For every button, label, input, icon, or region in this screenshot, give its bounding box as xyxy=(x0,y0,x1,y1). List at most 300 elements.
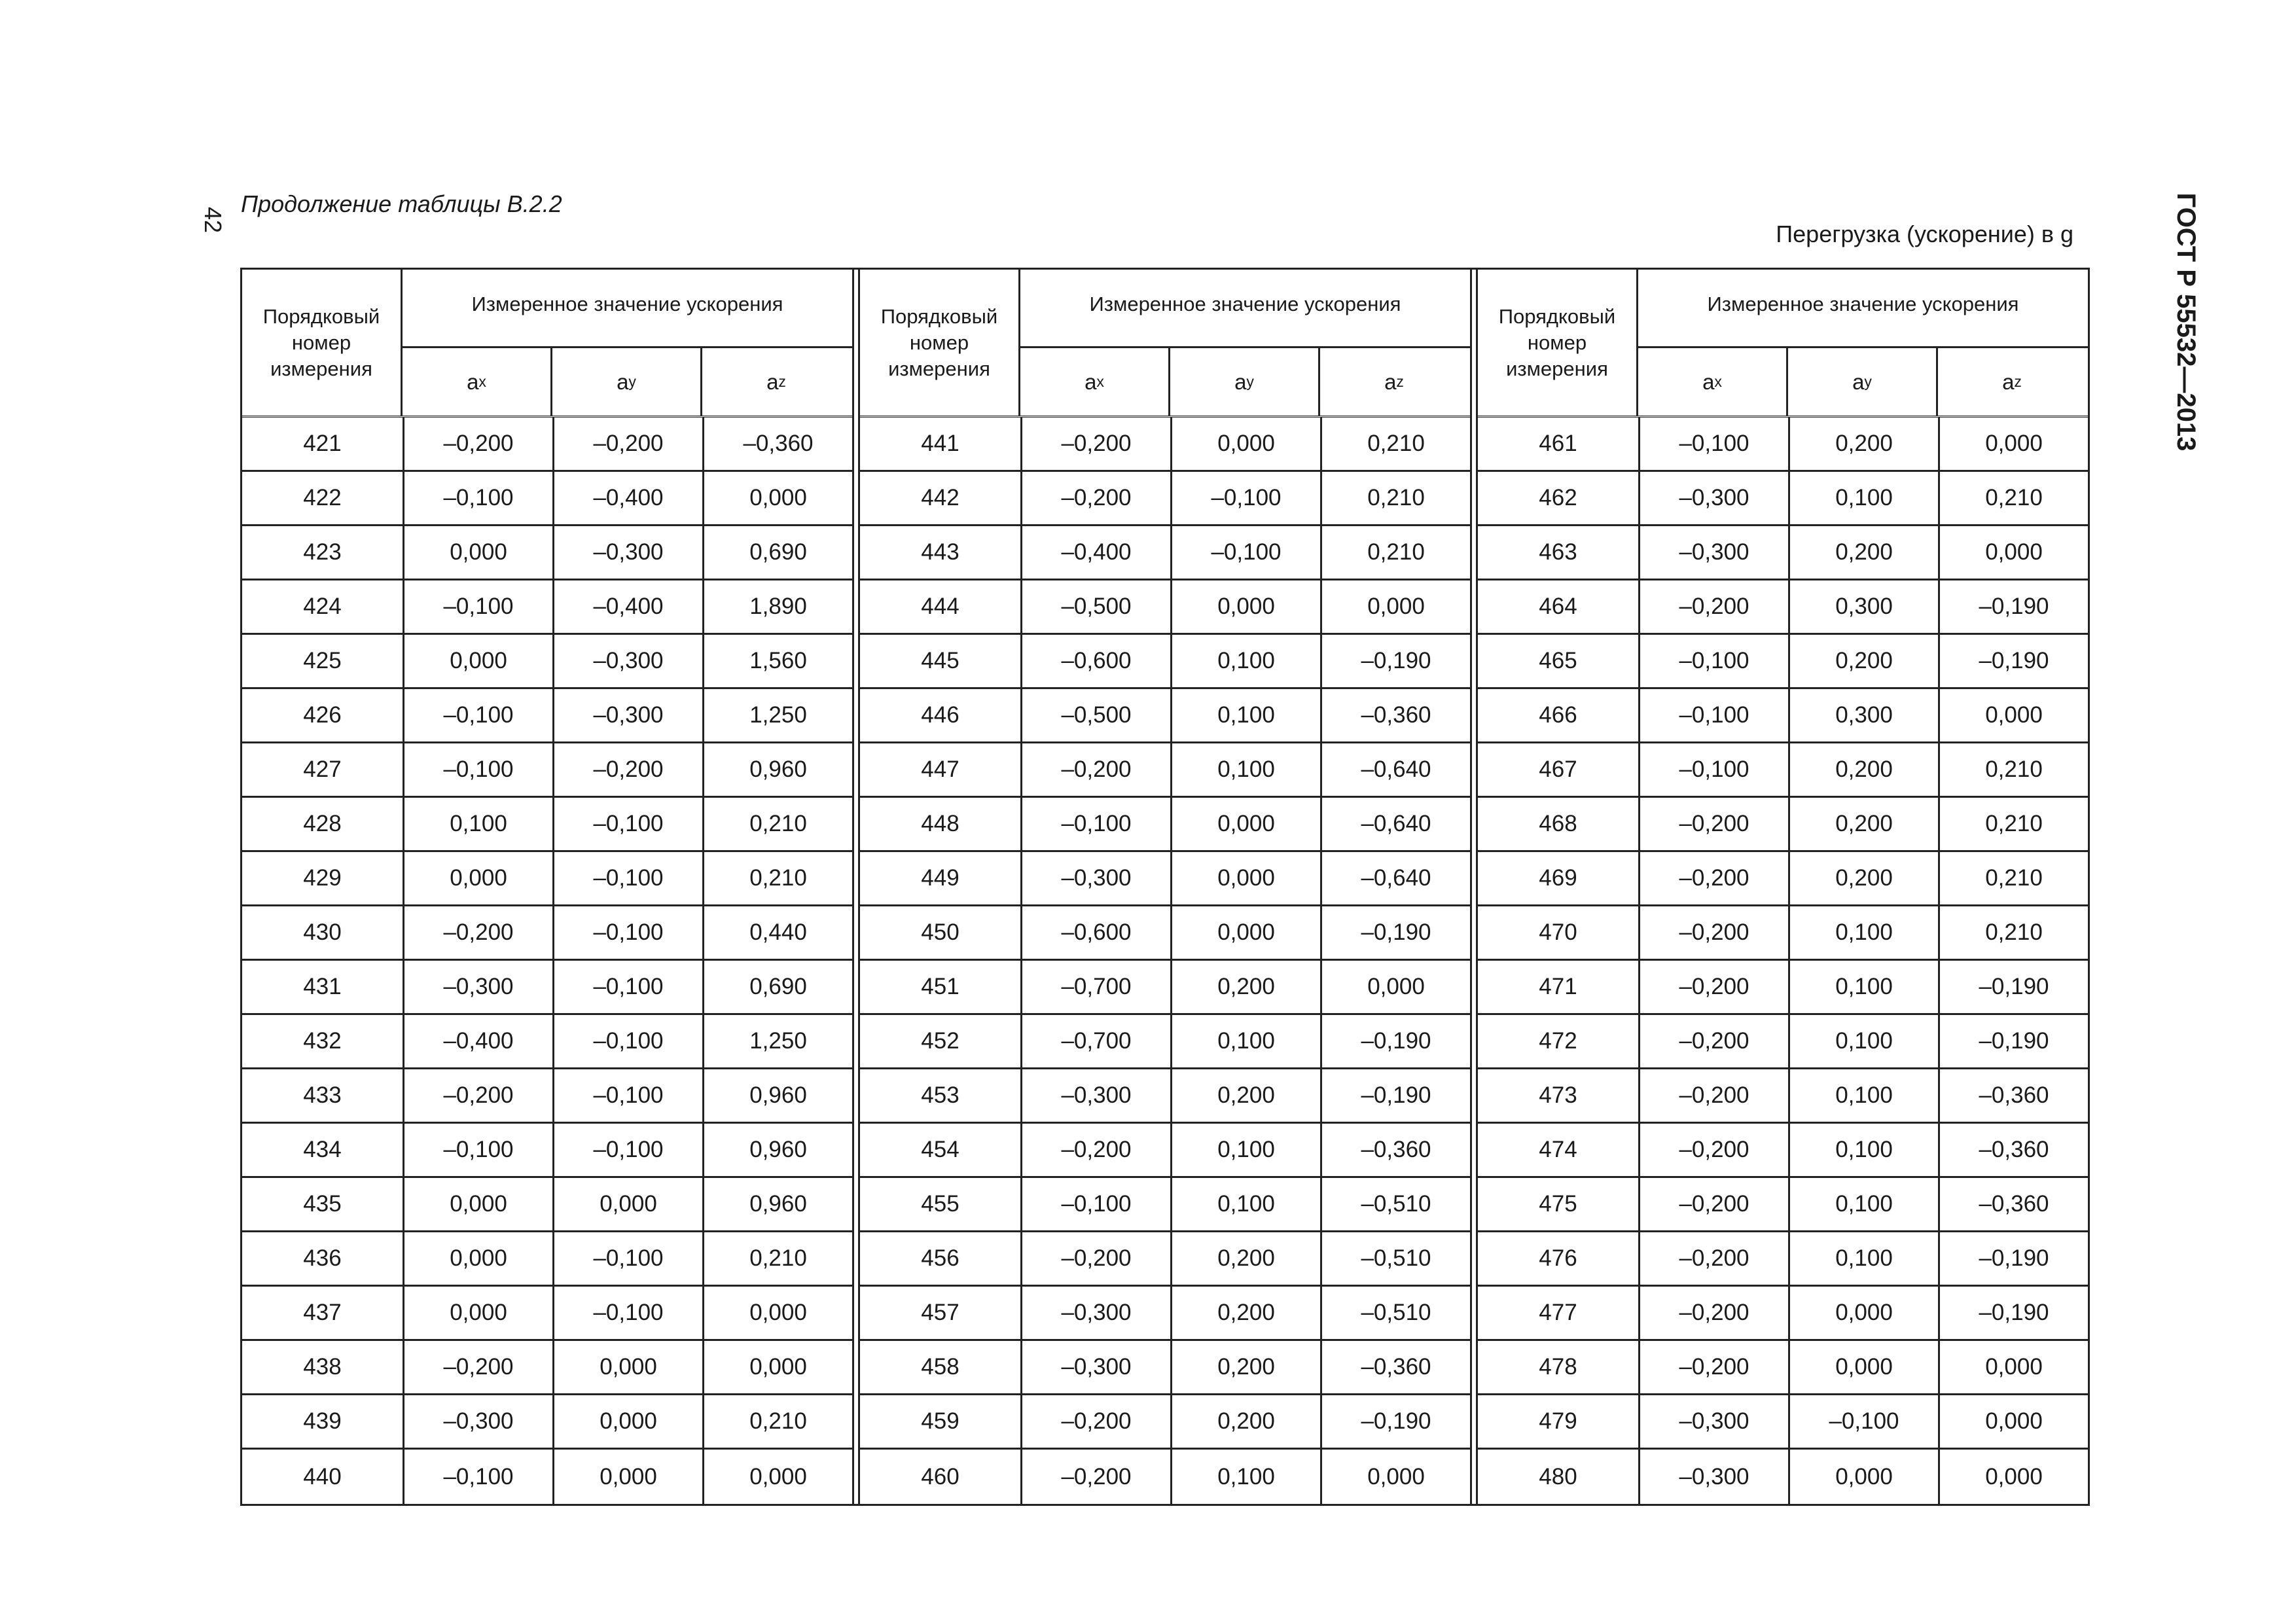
cell-sequence-number: 477 xyxy=(1478,1287,1640,1339)
cell-sequence-number: 444 xyxy=(860,580,1022,633)
cell-acceleration-z: 0,960 xyxy=(702,1069,852,1122)
cell-acceleration-z: 0,000 xyxy=(1320,961,1470,1013)
cell-acceleration-z: 0,210 xyxy=(702,798,852,850)
cell-sequence-number: 445 xyxy=(860,635,1022,687)
table-row xyxy=(1478,852,2088,906)
cell-acceleration-y: 0,000 xyxy=(552,1395,702,1448)
axis-subscript: x xyxy=(1714,373,1722,390)
cell-acceleration-z: –0,640 xyxy=(1320,798,1470,850)
cell-sequence-number: 474 xyxy=(1478,1124,1640,1176)
cell-sequence-number: 473 xyxy=(1478,1069,1640,1122)
table-row xyxy=(1478,418,2088,472)
cell-acceleration-z: –0,190 xyxy=(1320,1069,1470,1122)
table-row xyxy=(242,1178,852,1232)
axis-subscript: y xyxy=(1246,373,1254,390)
cell-acceleration-z: 1,250 xyxy=(702,1015,852,1067)
cell-sequence-number: 431 xyxy=(242,961,404,1013)
cell-acceleration-z: –0,190 xyxy=(1938,1232,2088,1285)
cell-acceleration-y: 0,200 xyxy=(1788,743,1938,796)
cell-sequence-number: 463 xyxy=(1478,526,1640,579)
cell-acceleration-z: 0,210 xyxy=(1938,472,2088,524)
cell-acceleration-x: –0,100 xyxy=(1061,1191,1132,1217)
header-sequence-number: Порядковый номер измерения xyxy=(242,270,403,416)
cell-acceleration-x: –0,500 xyxy=(1061,702,1132,728)
cell-sequence-number: 426 xyxy=(242,689,404,741)
header-axis-x xyxy=(1638,348,1786,416)
axis-symbol: a xyxy=(617,369,629,394)
cell-acceleration-x: –0,200 xyxy=(1679,1082,1749,1108)
cell-acceleration-y: –0,400 xyxy=(552,472,702,524)
header-axes xyxy=(1020,348,1470,416)
cell-acceleration-y: 0,000 xyxy=(1170,798,1320,850)
cell-acceleration-x: –0,400 xyxy=(1061,539,1132,565)
cell-acceleration-y: –0,100 xyxy=(552,1015,702,1067)
cell-acceleration-x: –0,600 xyxy=(1061,648,1132,673)
cell-acceleration-z: 0,000 xyxy=(702,1341,852,1393)
table-row xyxy=(860,1124,1470,1178)
table-header xyxy=(860,270,1470,418)
axis-subscript: y xyxy=(628,373,636,390)
table-row xyxy=(242,906,852,961)
cell-sequence-number: 468 xyxy=(1478,798,1640,850)
table-row xyxy=(860,906,1470,961)
cell-sequence-number: 461 xyxy=(1478,418,1640,470)
cell-acceleration-y: 0,200 xyxy=(1788,526,1938,579)
cell-acceleration-z: –0,360 xyxy=(1320,1124,1470,1176)
table-caption: Продолжение таблицы В.2.2 xyxy=(241,190,562,217)
table-row xyxy=(242,1124,852,1178)
header-measured-value: Измеренное значение ускорения xyxy=(1638,270,2088,348)
cell-acceleration-y: 0,100 xyxy=(1788,1015,1938,1067)
cell-acceleration-x: –0,100 xyxy=(1679,431,1749,456)
table-row xyxy=(1478,1450,2088,1504)
cell-acceleration-x: –0,300 xyxy=(443,974,514,999)
cell-acceleration-x: –0,200 xyxy=(1679,1300,1749,1325)
cell-acceleration-x: 0,000 xyxy=(450,539,507,565)
cell-acceleration-y: 0,200 xyxy=(1170,1395,1320,1448)
header-axis-x xyxy=(403,348,550,416)
cell-acceleration-y: 0,300 xyxy=(1788,580,1938,633)
table-row xyxy=(242,1341,852,1395)
cell-acceleration-x: –0,200 xyxy=(1061,757,1132,782)
cell-sequence-number: 448 xyxy=(860,798,1022,850)
cell-acceleration-y: 0,100 xyxy=(1788,906,1938,959)
cell-sequence-number: 432 xyxy=(242,1015,404,1067)
header-axis-y xyxy=(550,348,700,416)
cell-acceleration-z: 0,210 xyxy=(1938,852,2088,904)
cell-acceleration-z: –0,190 xyxy=(1320,1015,1470,1067)
cell-acceleration-x: –0,700 xyxy=(1061,1028,1132,1054)
cell-acceleration-y: 0,100 xyxy=(1788,1069,1938,1122)
cell-sequence-number: 440 xyxy=(242,1450,404,1504)
table-row xyxy=(860,1178,1470,1232)
cell-acceleration-x: –0,200 xyxy=(443,919,514,945)
table-row xyxy=(860,472,1470,526)
cell-acceleration-y: –0,100 xyxy=(552,961,702,1013)
table-row xyxy=(860,580,1470,635)
cell-acceleration-y: –0,100 xyxy=(552,906,702,959)
cell-sequence-number: 443 xyxy=(860,526,1022,579)
table-block xyxy=(1476,270,2090,1504)
axis-symbol: a xyxy=(2002,369,2015,394)
document-code: ГОСТ Р 55532—2013 xyxy=(2172,192,2200,452)
cell-acceleration-x: –0,400 xyxy=(443,1028,514,1054)
table-row xyxy=(1478,1069,2088,1124)
cell-sequence-number: 442 xyxy=(860,472,1022,524)
table-row xyxy=(1478,1015,2088,1069)
cell-acceleration-z: 0,210 xyxy=(1938,798,2088,850)
table-row xyxy=(242,635,852,689)
header-axis-z xyxy=(1318,348,1468,416)
cell-acceleration-x: –0,300 xyxy=(443,1408,514,1434)
cell-acceleration-x: –0,100 xyxy=(1679,648,1749,673)
cell-acceleration-x: –0,200 xyxy=(1061,485,1132,510)
cell-sequence-number: 454 xyxy=(860,1124,1022,1176)
cell-acceleration-x: 0,100 xyxy=(450,811,507,836)
table-row xyxy=(242,526,852,580)
cell-acceleration-z: –0,360 xyxy=(1938,1069,2088,1122)
table-row xyxy=(242,418,852,472)
table-row xyxy=(242,961,852,1015)
cell-acceleration-z: 0,960 xyxy=(702,1178,852,1230)
table-row xyxy=(1478,1341,2088,1395)
cell-acceleration-y: 0,200 xyxy=(1170,1341,1320,1393)
cell-acceleration-x: 0,000 xyxy=(450,1300,507,1325)
cell-sequence-number: 469 xyxy=(1478,852,1640,904)
cell-acceleration-z: 0,000 xyxy=(702,472,852,524)
header-axis-y xyxy=(1168,348,1318,416)
table-row xyxy=(242,1395,852,1450)
table-row xyxy=(242,852,852,906)
table-row xyxy=(860,1232,1470,1287)
cell-acceleration-z: –0,640 xyxy=(1320,743,1470,796)
cell-sequence-number: 451 xyxy=(860,961,1022,1013)
cell-acceleration-z: –0,360 xyxy=(1938,1124,2088,1176)
cell-acceleration-x: –0,100 xyxy=(443,1463,514,1489)
axis-symbol: a xyxy=(1085,369,1097,394)
cell-acceleration-y: 0,100 xyxy=(1170,635,1320,687)
cell-acceleration-x: 0,000 xyxy=(450,648,507,673)
cell-sequence-number: 427 xyxy=(242,743,404,796)
cell-acceleration-z: 0,210 xyxy=(702,1395,852,1448)
cell-acceleration-x: –0,200 xyxy=(1679,594,1749,619)
cell-acceleration-y: 0,000 xyxy=(1170,906,1320,959)
table-row xyxy=(242,1069,852,1124)
cell-acceleration-y: 0,000 xyxy=(1170,580,1320,633)
cell-acceleration-y: 0,300 xyxy=(1788,689,1938,741)
cell-sequence-number: 465 xyxy=(1478,635,1640,687)
cell-acceleration-z: –0,360 xyxy=(1320,1341,1470,1393)
cell-acceleration-y: 0,100 xyxy=(1170,1015,1320,1067)
cell-sequence-number: 446 xyxy=(860,689,1022,741)
axis-symbol: a xyxy=(1852,369,1865,394)
cell-acceleration-z: 1,560 xyxy=(702,635,852,687)
cell-acceleration-x: –0,200 xyxy=(443,1082,514,1108)
header-measured-value: Измеренное значение ускорения xyxy=(403,270,852,348)
cell-acceleration-z: 0,210 xyxy=(1320,526,1470,579)
cell-acceleration-y: 0,200 xyxy=(1170,961,1320,1013)
cell-sequence-number: 423 xyxy=(242,526,404,579)
units-note: Перегрузка (ускорение) в g xyxy=(1776,221,2073,247)
cell-sequence-number: 462 xyxy=(1478,472,1640,524)
cell-acceleration-y: 0,100 xyxy=(1788,472,1938,524)
cell-acceleration-y: 0,000 xyxy=(1170,418,1320,470)
table-row xyxy=(860,1341,1470,1395)
header-axis-z xyxy=(700,348,850,416)
cell-acceleration-x: –0,200 xyxy=(1679,811,1749,836)
header-axes xyxy=(1638,348,2088,416)
axis-symbol: a xyxy=(766,369,779,394)
cell-acceleration-y: 0,000 xyxy=(552,1178,702,1230)
axis-symbol: a xyxy=(1702,369,1715,394)
cell-acceleration-x: –0,100 xyxy=(443,594,514,619)
cell-sequence-number: 472 xyxy=(1478,1015,1640,1067)
cell-acceleration-z: 0,000 xyxy=(1938,418,2088,470)
table-row xyxy=(242,1232,852,1287)
cell-acceleration-x: –0,200 xyxy=(1679,1028,1749,1054)
cell-acceleration-z: 0,960 xyxy=(702,1124,852,1176)
cell-acceleration-x: –0,100 xyxy=(443,702,514,728)
cell-acceleration-x: –0,200 xyxy=(1679,919,1749,945)
table-block xyxy=(858,270,1472,1504)
table-header xyxy=(1478,270,2088,418)
acceleration-table xyxy=(240,268,2090,1506)
cell-sequence-number: 458 xyxy=(860,1341,1022,1393)
cell-acceleration-x: –0,300 xyxy=(1679,1408,1749,1434)
table-row xyxy=(1478,1178,2088,1232)
cell-acceleration-z: –0,510 xyxy=(1320,1178,1470,1230)
cell-sequence-number: 478 xyxy=(1478,1341,1640,1393)
cell-acceleration-x: –0,100 xyxy=(1061,811,1132,836)
cell-sequence-number: 436 xyxy=(242,1232,404,1285)
cell-acceleration-z: 0,000 xyxy=(1938,1395,2088,1448)
cell-sequence-number: 466 xyxy=(1478,689,1640,741)
cell-acceleration-x: –0,200 xyxy=(1679,1245,1749,1271)
table-row xyxy=(242,1015,852,1069)
cell-acceleration-z: 0,210 xyxy=(702,852,852,904)
table-row xyxy=(860,1015,1470,1069)
cell-acceleration-z: 0,690 xyxy=(702,526,852,579)
cell-acceleration-y: –0,300 xyxy=(552,689,702,741)
table-row xyxy=(242,743,852,798)
cell-acceleration-x: –0,200 xyxy=(1061,1463,1132,1489)
table-row xyxy=(1478,526,2088,580)
cell-acceleration-z: –0,190 xyxy=(1320,906,1470,959)
cell-sequence-number: 421 xyxy=(242,418,404,470)
cell-acceleration-z: –0,640 xyxy=(1320,852,1470,904)
cell-acceleration-y: 0,000 xyxy=(552,1450,702,1504)
cell-sequence-number: 480 xyxy=(1478,1450,1640,1504)
cell-acceleration-y: 0,200 xyxy=(1788,798,1938,850)
table-row xyxy=(1478,1124,2088,1178)
cell-sequence-number: 455 xyxy=(860,1178,1022,1230)
cell-acceleration-z: –0,510 xyxy=(1320,1232,1470,1285)
cell-acceleration-x: –0,200 xyxy=(1061,1245,1132,1271)
cell-acceleration-x: –0,200 xyxy=(1679,1191,1749,1217)
cell-acceleration-y: –0,300 xyxy=(552,526,702,579)
cell-sequence-number: 433 xyxy=(242,1069,404,1122)
cell-sequence-number: 453 xyxy=(860,1069,1022,1122)
cell-acceleration-z: –0,190 xyxy=(1938,635,2088,687)
cell-acceleration-x: 0,000 xyxy=(450,1245,507,1271)
cell-acceleration-x: –0,200 xyxy=(1679,865,1749,891)
cell-acceleration-y: 0,100 xyxy=(1788,1124,1938,1176)
cell-acceleration-z: –0,190 xyxy=(1938,580,2088,633)
cell-acceleration-y: –0,100 xyxy=(1170,472,1320,524)
cell-acceleration-z: –0,360 xyxy=(702,418,852,470)
cell-acceleration-y: 0,100 xyxy=(1170,1450,1320,1504)
table-row xyxy=(242,798,852,852)
header-measured-value: Измеренное значение ускорения xyxy=(1020,270,1470,348)
cell-acceleration-y: 0,100 xyxy=(1170,1124,1320,1176)
cell-sequence-number: 459 xyxy=(860,1395,1022,1448)
cell-sequence-number: 464 xyxy=(1478,580,1640,633)
cell-acceleration-x: –0,300 xyxy=(1679,485,1749,510)
table-row xyxy=(1478,580,2088,635)
table-header xyxy=(242,270,852,418)
axis-subscript: z xyxy=(2014,373,2022,390)
table-row xyxy=(1478,1232,2088,1287)
cell-sequence-number: 449 xyxy=(860,852,1022,904)
cell-acceleration-x: –0,200 xyxy=(443,1354,514,1380)
cell-acceleration-y: 0,000 xyxy=(1788,1450,1938,1504)
cell-acceleration-y: 0,000 xyxy=(1788,1341,1938,1393)
cell-sequence-number: 438 xyxy=(242,1341,404,1393)
cell-acceleration-z: 0,000 xyxy=(702,1450,852,1504)
table-row xyxy=(1478,906,2088,961)
cell-acceleration-z: –0,190 xyxy=(1320,1395,1470,1448)
cell-acceleration-y: –0,100 xyxy=(1170,526,1320,579)
cell-acceleration-y: 0,200 xyxy=(1170,1232,1320,1285)
cell-sequence-number: 437 xyxy=(242,1287,404,1339)
cell-acceleration-x: –0,300 xyxy=(1061,1354,1132,1380)
table-row xyxy=(242,580,852,635)
cell-acceleration-z: –0,190 xyxy=(1938,961,2088,1013)
cell-acceleration-y: 0,100 xyxy=(1170,743,1320,796)
cell-sequence-number: 434 xyxy=(242,1124,404,1176)
cell-sequence-number: 435 xyxy=(242,1178,404,1230)
cell-acceleration-x: –0,200 xyxy=(1679,974,1749,999)
header-measured-group xyxy=(403,270,852,416)
cell-acceleration-z: 0,000 xyxy=(1320,580,1470,633)
cell-acceleration-z: 0,210 xyxy=(1938,906,2088,959)
header-axes xyxy=(403,348,852,416)
cell-acceleration-x: –0,200 xyxy=(443,431,514,456)
table-row xyxy=(242,1287,852,1341)
cell-acceleration-y: –0,200 xyxy=(552,418,702,470)
cell-acceleration-y: 0,100 xyxy=(1788,1178,1938,1230)
cell-acceleration-y: 0,000 xyxy=(1788,1287,1938,1339)
cell-acceleration-y: 0,100 xyxy=(1788,961,1938,1013)
table-row xyxy=(242,1450,852,1504)
cell-acceleration-y: –0,100 xyxy=(552,852,702,904)
axis-symbol: a xyxy=(1384,369,1397,394)
cell-acceleration-y: –0,100 xyxy=(552,1124,702,1176)
cell-acceleration-y: 0,200 xyxy=(1788,852,1938,904)
cell-acceleration-z: 0,000 xyxy=(1938,1450,2088,1504)
header-axis-x xyxy=(1020,348,1168,416)
table-row xyxy=(1478,1395,2088,1450)
header-axis-z xyxy=(1936,348,2086,416)
table-row xyxy=(1478,743,2088,798)
table-row xyxy=(860,852,1470,906)
cell-acceleration-y: –0,100 xyxy=(552,798,702,850)
table-row xyxy=(860,635,1470,689)
cell-acceleration-z: 0,210 xyxy=(1320,472,1470,524)
cell-sequence-number: 479 xyxy=(1478,1395,1640,1448)
cell-acceleration-z: 0,000 xyxy=(1938,689,2088,741)
cell-acceleration-x: –0,300 xyxy=(1061,1082,1132,1108)
cell-acceleration-x: –0,100 xyxy=(443,757,514,782)
cell-acceleration-z: –0,360 xyxy=(1320,689,1470,741)
cell-acceleration-z: –0,190 xyxy=(1938,1287,2088,1339)
cell-acceleration-x: –0,100 xyxy=(1679,757,1749,782)
page-number: 42 xyxy=(200,206,226,234)
cell-sequence-number: 439 xyxy=(242,1395,404,1448)
cell-acceleration-y: –0,100 xyxy=(552,1069,702,1122)
table-row xyxy=(1478,472,2088,526)
header-sequence-number: Порядковый номер измерения xyxy=(1478,270,1638,416)
cell-acceleration-z: 0,210 xyxy=(1938,743,2088,796)
table-row xyxy=(1478,689,2088,743)
cell-acceleration-y: 0,100 xyxy=(1170,689,1320,741)
axis-symbol: a xyxy=(1234,369,1247,394)
table-row xyxy=(860,1395,1470,1450)
table-row xyxy=(860,526,1470,580)
axis-subscript: z xyxy=(1396,373,1404,390)
cell-acceleration-x: –0,300 xyxy=(1679,1463,1749,1489)
cell-sequence-number: 422 xyxy=(242,472,404,524)
cell-acceleration-z: 0,000 xyxy=(1938,1341,2088,1393)
cell-sequence-number: 425 xyxy=(242,635,404,687)
cell-acceleration-x: –0,100 xyxy=(443,1137,514,1162)
axis-subscript: y xyxy=(1864,373,1872,390)
cell-sequence-number: 475 xyxy=(1478,1178,1640,1230)
cell-acceleration-x: –0,300 xyxy=(1679,539,1749,565)
header-measured-group xyxy=(1638,270,2088,416)
cell-acceleration-y: 0,200 xyxy=(1788,635,1938,687)
table-row xyxy=(1478,1287,2088,1341)
table-row xyxy=(860,1450,1470,1504)
cell-acceleration-x: –0,600 xyxy=(1061,919,1132,945)
table-row xyxy=(242,689,852,743)
cell-sequence-number: 471 xyxy=(1478,961,1640,1013)
cell-sequence-number: 450 xyxy=(860,906,1022,959)
table-row xyxy=(860,1287,1470,1341)
cell-acceleration-x: –0,200 xyxy=(1061,1408,1132,1434)
cell-acceleration-z: 0,000 xyxy=(1320,1450,1470,1504)
table-row xyxy=(1478,635,2088,689)
cell-acceleration-x: –0,200 xyxy=(1679,1354,1749,1380)
cell-sequence-number: 467 xyxy=(1478,743,1640,796)
cell-sequence-number: 428 xyxy=(242,798,404,850)
table-row xyxy=(1478,798,2088,852)
cell-acceleration-x: –0,300 xyxy=(1061,1300,1132,1325)
cell-acceleration-y: 0,200 xyxy=(1788,418,1938,470)
table-row xyxy=(860,798,1470,852)
table-row xyxy=(242,472,852,526)
cell-sequence-number: 447 xyxy=(860,743,1022,796)
cell-acceleration-y: –0,300 xyxy=(552,635,702,687)
cell-acceleration-x: –0,300 xyxy=(1061,865,1132,891)
cell-acceleration-y: 0,100 xyxy=(1788,1232,1938,1285)
cell-acceleration-z: 0,960 xyxy=(702,743,852,796)
cell-acceleration-x: 0,000 xyxy=(450,865,507,891)
cell-sequence-number: 452 xyxy=(860,1015,1022,1067)
cell-acceleration-z: –0,190 xyxy=(1938,1015,2088,1067)
cell-acceleration-z: 0,000 xyxy=(1938,526,2088,579)
cell-sequence-number: 460 xyxy=(860,1450,1022,1504)
